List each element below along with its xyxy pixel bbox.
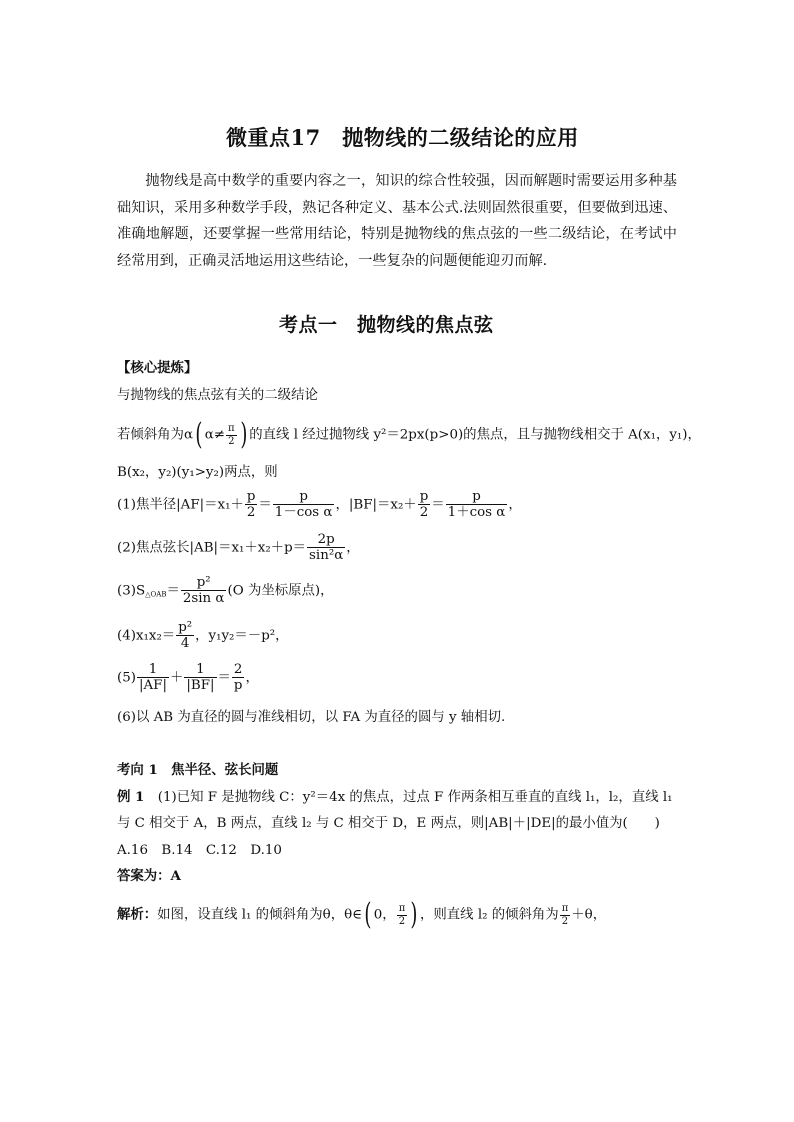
item4-a: (4)x₁x₂＝ [117, 628, 176, 644]
core-subtitle: 与抛物线的焦点弦有关的二级结论 [117, 388, 318, 403]
premise-a: 若倾斜角为α [117, 427, 193, 443]
item-1 [117, 489, 522, 521]
num: 2 [232, 662, 245, 678]
den: 1＋cos α [447, 505, 506, 521]
num: p² [181, 575, 227, 591]
den: 2 [419, 505, 429, 521]
analysis-line [117, 897, 607, 932]
item5-a: (5) [117, 670, 136, 686]
num: p [446, 489, 508, 505]
num: 2p [307, 532, 345, 548]
den: 1－cos α [274, 505, 333, 521]
den: p [233, 678, 243, 694]
choices: A.16 B.14 C.12 D.10 [117, 843, 282, 858]
den: 2sin α [182, 591, 225, 607]
frac-1-bf [184, 662, 216, 694]
two: 2 [228, 435, 235, 447]
den: 2 [561, 915, 569, 927]
eq: ＝ [166, 583, 180, 599]
num: p [273, 489, 335, 505]
intro-paragraph [117, 168, 677, 274]
den: |BF| [186, 678, 215, 694]
plus: ＋ [169, 670, 184, 686]
frac-af [273, 489, 335, 521]
right-paren: ) [410, 897, 418, 932]
cond-alpha: α≠ [204, 427, 225, 443]
analysis-c: ＋θ， [571, 907, 607, 923]
num: p² [178, 620, 193, 635]
frac-area [181, 575, 227, 607]
pi: π [227, 423, 235, 434]
core-label: 【核心提炼】 [117, 360, 198, 376]
page-title: 微重点17 抛物线的二级结论的应用 [226, 125, 579, 150]
premise-b: 的直线 l 经过抛物线 y²＝2px(p>0)的焦点，且与抛物线相交于 A(x₁，y₁)， [249, 427, 701, 443]
item-6: (6)以 AB 为直径的圆与准线相切，以 FA 为直径的圆与 y 轴相切. [117, 710, 506, 725]
end: ， [245, 670, 259, 686]
frac-1-af [137, 662, 169, 694]
triangle-sub: △OAB [145, 590, 167, 599]
frac-bf [446, 489, 508, 521]
item-2 [117, 532, 360, 564]
p-over-2 [245, 489, 258, 521]
den: |AF| [138, 678, 167, 694]
analysis-a: 如图，设直线 l₁ 的倾斜角为θ，θ∈ [157, 907, 363, 923]
answer: 答案为：A [117, 868, 181, 884]
analysis-b: ，则直线 l₂ 的倾斜角为 [420, 907, 559, 923]
num: 1 [137, 662, 169, 678]
item-5 [117, 662, 259, 694]
den: sin²α [309, 548, 344, 564]
left-paren: ( [195, 417, 203, 452]
frac-2p-sin2 [307, 532, 345, 564]
item-3 [117, 575, 334, 607]
p-over-2 [418, 489, 431, 521]
analysis-label: 解析： [117, 906, 158, 923]
right-paren: ) [239, 417, 247, 452]
den: 2 [398, 915, 406, 927]
item-4 [117, 620, 289, 652]
item3-a: (3)S [117, 583, 146, 599]
end: (O 为坐标原点)， [227, 583, 334, 599]
example-label: 例 1 [117, 789, 145, 805]
end: ， [346, 540, 360, 556]
den: 4 [180, 636, 190, 652]
den: 2 [246, 505, 256, 521]
num: p [246, 489, 256, 504]
zero: 0， [373, 907, 396, 923]
direction-heading: 考向 1 焦半径、弦长问题 [117, 762, 279, 778]
example-line-1 [117, 786, 673, 805]
frac-2-p [232, 662, 245, 694]
frac-p2-4 [176, 620, 194, 652]
end: ，y₁y₂＝－p²， [195, 628, 289, 644]
item2-a: (2)焦点弦长|AB|＝x₁＋x₂＋p＝ [117, 540, 307, 556]
pi-over-2 [560, 903, 571, 927]
eq: ＝ [431, 497, 445, 513]
intro-text: 抛物线是高中数学的重要内容之一，知识的综合性较强，因而解题时需要运用多种基础知识，采用多种数学手段，熟记各种定义、基本公式.法则固然很重要，但要做到迅速、准确地解题，还要掌握一些常用结论，特别是抛物线的焦点弦的一些二级结论，在考试中经常用到，正确灵活地运用这些结论，一些复杂的问题便能迎刃而解. [117, 173, 677, 269]
section-title: 考点一 抛物线的焦点弦 [279, 314, 494, 336]
premise-line-1 [117, 417, 701, 452]
end: ， [508, 497, 522, 513]
pi-over-2 [226, 423, 237, 447]
premise-line-2: B(x₂，y₂)(y₁>y₂)两点，则 [117, 465, 278, 480]
num: π [398, 903, 406, 914]
num: 1 [184, 662, 216, 678]
item1-a: (1)焦半径|AF|＝x₁＋ [117, 497, 244, 513]
example-text-1: (1)已知 F 是抛物线 C：y²＝4x 的焦点，过点 F 作两条相互垂直的直线 l₁，l₂，直线 l₁ [144, 790, 673, 805]
item1-mid: ，|BF|＝x₂＋ [335, 497, 417, 513]
eq: ＝ [217, 670, 231, 686]
num: p [419, 489, 429, 504]
eq: ＝ [258, 497, 272, 513]
pi-over-2 [397, 903, 408, 927]
left-paren: ( [364, 897, 372, 932]
example-line-2: 与 C 相交于 A，B 两点，直线 l₂ 与 C 相交于 D，E 两点，则|AB|＋|DE|的最小值为( ) [117, 816, 660, 831]
num: π [561, 903, 569, 914]
